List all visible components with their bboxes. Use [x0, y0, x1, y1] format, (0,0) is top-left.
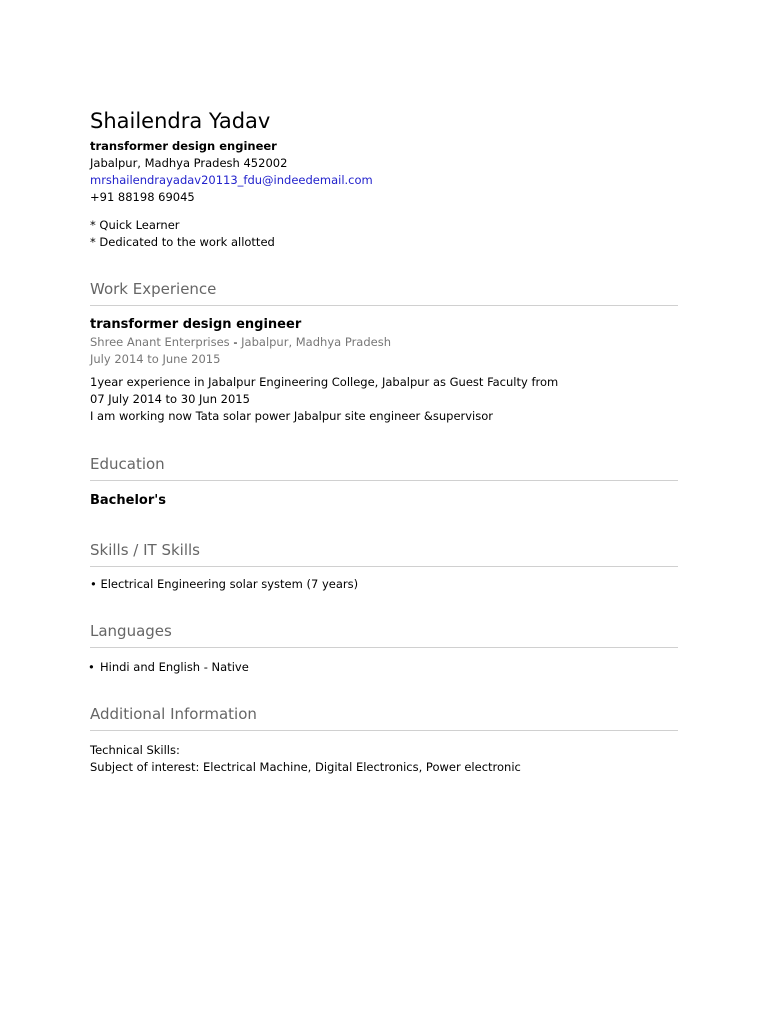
- section-title-education: Education: [90, 454, 678, 481]
- job-location: Jabalpur, Madhya Pradesh: [241, 335, 391, 349]
- job-title: transformer design engineer: [90, 317, 302, 332]
- candidate-summary: [90, 217, 678, 251]
- section-title-work-experience: Work Experience: [90, 279, 678, 306]
- work-experience-section: [90, 279, 678, 425]
- candidate-phone: +91 88198 69045: [90, 190, 195, 204]
- section-title-additional-information: Additional Information: [90, 704, 678, 731]
- job-description-line: 1year experience in Jabalpur Engineering College, Jabalpur as Guest Faculty from: [90, 375, 559, 389]
- education-degree: Bachelor's: [90, 493, 166, 508]
- job-description: [90, 374, 678, 425]
- resume-document: [90, 107, 678, 776]
- candidate-headline: transformer design engineer: [90, 139, 277, 153]
- summary-item: * Quick Learner: [90, 218, 180, 232]
- candidate-location: Jabalpur, Madhya Pradesh 452002: [90, 156, 288, 170]
- additional-information-body: [90, 742, 678, 776]
- section-title-languages: Languages: [90, 621, 678, 648]
- job-company: Shree Anant Enterprises: [90, 335, 230, 349]
- job-description-line: I am working now Tata solar power Jabalpur site engineer &supervisor: [90, 409, 494, 423]
- job-dates: July 2014 to June 2015: [90, 352, 221, 366]
- section-title-skills: Skills / IT Skills: [90, 540, 678, 567]
- job-company-line: [90, 334, 678, 351]
- language-label: Hindi and English - Native: [100, 660, 249, 674]
- skills-section: [90, 540, 678, 593]
- job-entry: [90, 316, 678, 425]
- education-section: [90, 454, 678, 510]
- additional-info-line: Subject of interest: Electrical Machine, Digital Electronics, Power electronic: [90, 760, 521, 774]
- candidate-name: Shailendra Yadav: [90, 109, 271, 133]
- bullet-icon: •: [88, 660, 95, 674]
- languages-section: [90, 621, 678, 676]
- additional-information-section: [90, 704, 678, 776]
- summary-item: * Dedicated to the work allotted: [90, 235, 275, 249]
- skill-item: • Electrical Engineering solar system (7 years): [90, 577, 359, 591]
- candidate-email-link[interactable]: mrshailendrayadav20113_fdu@indeedemail.com: [90, 173, 373, 187]
- additional-info-line: Technical Skills:: [90, 743, 180, 757]
- job-separator: -: [229, 335, 242, 349]
- language-item: [90, 659, 678, 676]
- job-description-line: 07 July 2014 to 30 Jun 2015: [90, 392, 250, 406]
